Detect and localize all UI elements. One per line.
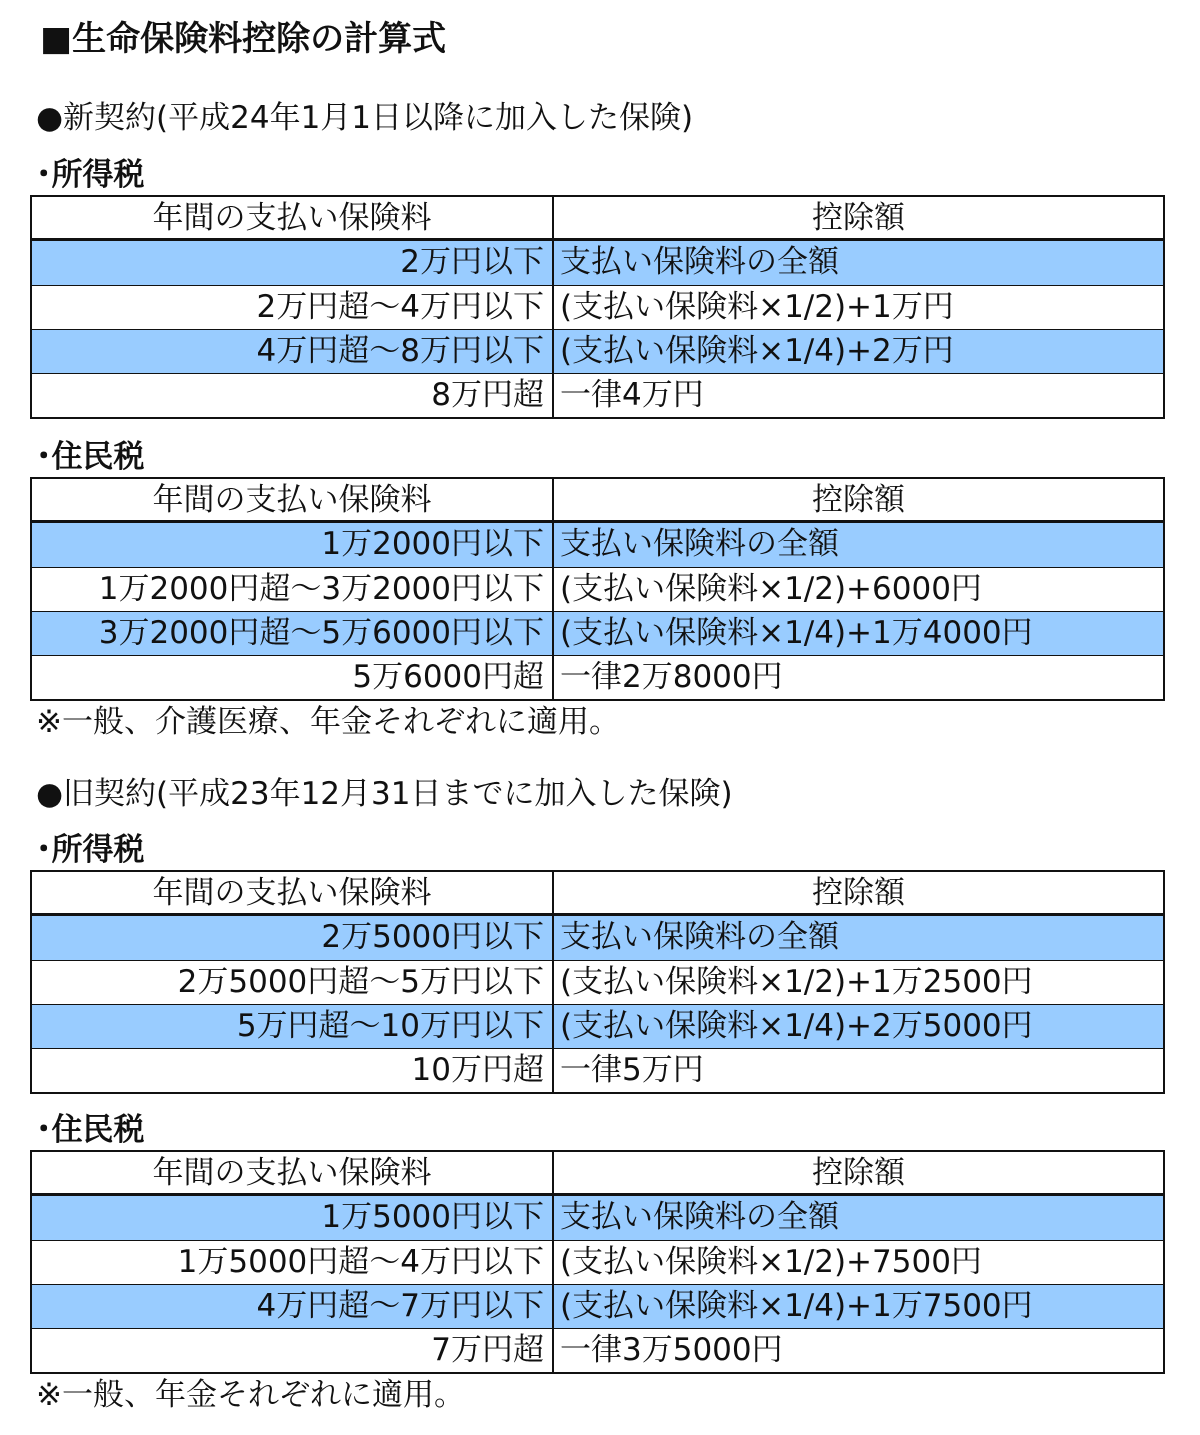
old-contract-heading: ●旧契約(平成23年12月31日までに加入した保険) — [36, 776, 733, 812]
new-contract-note: ※一般、介護医療、年金それぞれに適用。 — [36, 704, 620, 740]
new-income-tax-table — [30, 195, 1165, 419]
deduction-cell: 一律3万5000円 — [560, 1332, 783, 1368]
deduction-cell: 支払い保険料の全額 — [560, 919, 839, 955]
premium-cell: 1万5000円超～4万円以下 — [32, 1241, 554, 1284]
table-row — [32, 373, 1163, 417]
header-deduction: 控除額 — [812, 200, 905, 236]
table-row — [32, 916, 1163, 960]
deduction-cell: 一律5万円 — [560, 1052, 704, 1088]
new-resident-tax-label: ･住民税 — [36, 439, 145, 475]
table-row — [32, 567, 1163, 611]
table-row — [32, 611, 1163, 655]
deduction-cell: (支払い保険料×1/4)+1万7500円 — [560, 1288, 1033, 1324]
table-row — [32, 523, 1163, 567]
header-premium: 年間の支払い保険料 — [32, 479, 554, 520]
premium-cell: 5万6000円超 — [32, 656, 554, 699]
table-header-row — [32, 197, 1163, 241]
deduction-cell: 一律4万円 — [560, 377, 704, 413]
header-deduction: 控除額 — [812, 482, 905, 518]
deduction-cell: (支払い保険料×1/4)+2万5000円 — [560, 1008, 1033, 1044]
header-deduction: 控除額 — [812, 1155, 905, 1191]
new-income-tax-label: ･所得税 — [36, 157, 145, 193]
table-row — [32, 655, 1163, 699]
deduction-cell: 一律2万8000円 — [560, 659, 783, 695]
new-resident-tax-table — [30, 477, 1165, 701]
table-row — [32, 960, 1163, 1004]
deduction-cell: (支払い保険料×1/2)+1万2500円 — [560, 964, 1033, 1000]
table-row — [32, 1240, 1163, 1284]
deduction-cell: (支払い保険料×1/4)+2万円 — [560, 333, 954, 369]
premium-cell: 2万5000円超～5万円以下 — [32, 961, 554, 1004]
premium-cell: 4万円超～7万円以下 — [32, 1285, 554, 1328]
page-title: ■生命保険料控除の計算式 — [40, 19, 447, 59]
old-income-tax-table — [30, 870, 1165, 1094]
deduction-cell: (支払い保険料×1/2)+6000円 — [560, 571, 982, 607]
premium-cell: 10万円超 — [32, 1049, 554, 1092]
table-header-row — [32, 872, 1163, 916]
table-row — [32, 1004, 1163, 1048]
old-income-tax-label: ･所得税 — [36, 832, 145, 868]
old-contract-note: ※一般、年金それぞれに適用。 — [36, 1377, 465, 1413]
deduction-cell: 支払い保険料の全額 — [560, 244, 839, 280]
new-contract-heading: ●新契約(平成24年1月1日以降に加入した保険) — [36, 100, 694, 136]
table-row — [32, 1328, 1163, 1372]
header-premium: 年間の支払い保険料 — [32, 1152, 554, 1193]
deduction-cell: 支払い保険料の全額 — [560, 1199, 839, 1235]
premium-cell: 4万円超～8万円以下 — [32, 330, 554, 373]
premium-cell: 1万5000円以下 — [32, 1196, 554, 1240]
header-premium: 年間の支払い保険料 — [32, 872, 554, 913]
deduction-cell: (支払い保険料×1/2)+7500円 — [560, 1244, 982, 1280]
premium-cell: 8万円超 — [32, 374, 554, 417]
table-row — [32, 241, 1163, 285]
premium-cell: 7万円超 — [32, 1329, 554, 1372]
premium-cell: 2万5000円以下 — [32, 916, 554, 960]
premium-cell: 1万2000円超～3万2000円以下 — [32, 568, 554, 611]
table-header-row — [32, 479, 1163, 523]
deduction-cell: 支払い保険料の全額 — [560, 526, 839, 562]
table-row — [32, 1196, 1163, 1240]
table-row — [32, 329, 1163, 373]
premium-cell: 3万2000円超～5万6000円以下 — [32, 612, 554, 655]
premium-cell: 1万2000円以下 — [32, 523, 554, 567]
deduction-cell: (支払い保険料×1/2)+1万円 — [560, 289, 954, 325]
premium-cell: 5万円超～10万円以下 — [32, 1005, 554, 1048]
deduction-cell: (支払い保険料×1/4)+1万4000円 — [560, 615, 1033, 651]
premium-cell: 2万円超～4万円以下 — [32, 286, 554, 329]
table-row — [32, 285, 1163, 329]
premium-cell: 2万円以下 — [32, 241, 554, 285]
table-header-row — [32, 1152, 1163, 1196]
table-row — [32, 1284, 1163, 1328]
old-resident-tax-table — [30, 1150, 1165, 1374]
header-deduction: 控除額 — [812, 875, 905, 911]
old-resident-tax-label: ･住民税 — [36, 1112, 145, 1148]
table-row — [32, 1048, 1163, 1092]
header-premium: 年間の支払い保険料 — [32, 197, 554, 238]
